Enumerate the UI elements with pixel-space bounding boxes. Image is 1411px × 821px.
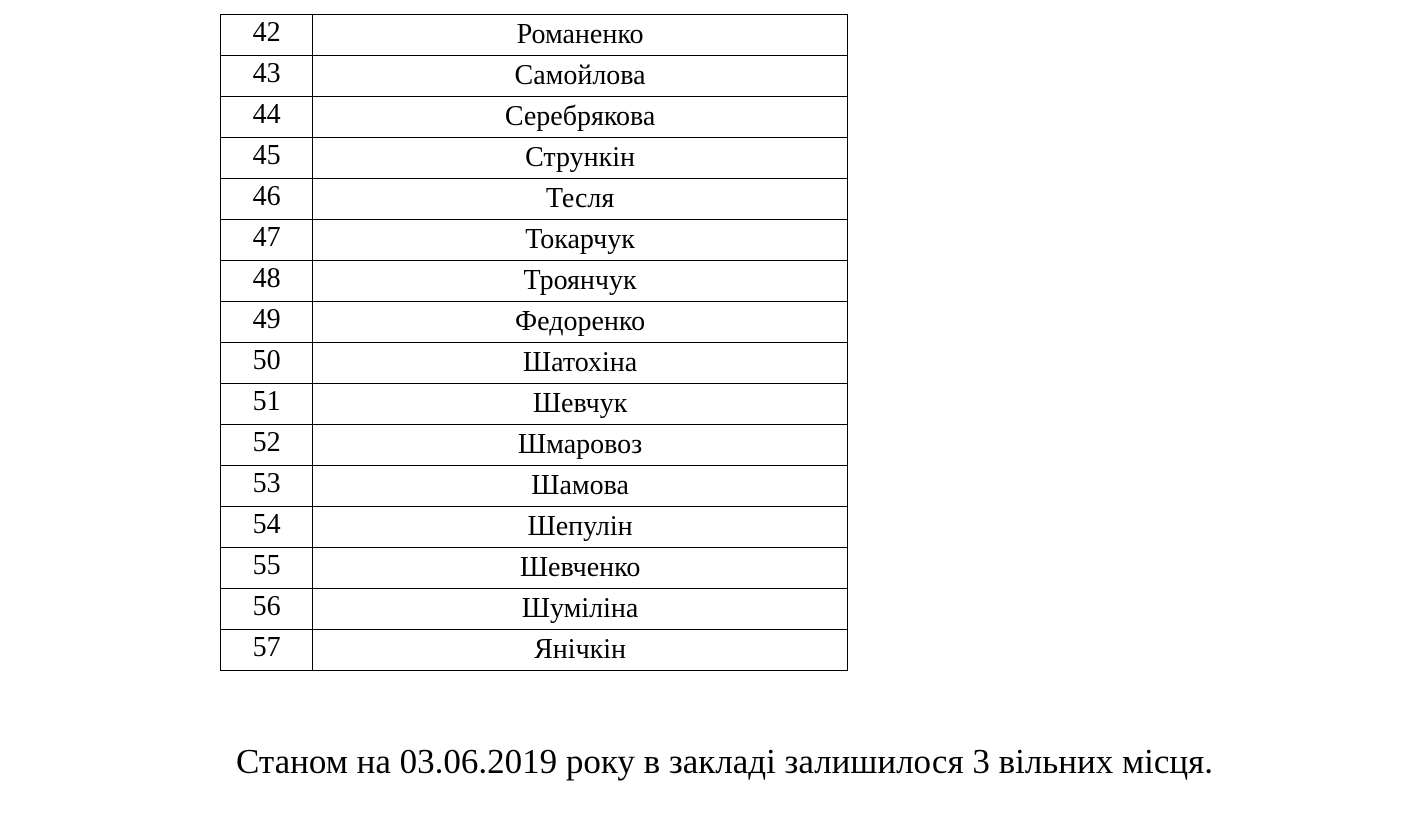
table-row [221, 384, 848, 425]
table-row [221, 302, 848, 343]
row-number: 50 [221, 343, 313, 384]
row-name: Шатохіна [313, 343, 848, 384]
table-row [221, 425, 848, 466]
row-name: Федоренко [313, 302, 848, 343]
row-number: 49 [221, 302, 313, 343]
row-number: 56 [221, 589, 313, 630]
row-number: 47 [221, 220, 313, 261]
row-name: Тесля [313, 179, 848, 220]
availability-note: Станом на 03.06.2019 року в закладі залишилося 3 вільних місця. [236, 742, 1213, 781]
table-row [221, 630, 848, 671]
row-name: Романенко [313, 15, 848, 56]
table-row [221, 56, 848, 97]
row-name: Шамова [313, 466, 848, 507]
row-number: 53 [221, 466, 313, 507]
row-name: Токарчук [313, 220, 848, 261]
row-number: 57 [221, 630, 313, 671]
row-name: Шепулін [313, 507, 848, 548]
row-name: Самойлова [313, 56, 848, 97]
row-name: Шуміліна [313, 589, 848, 630]
table-row [221, 179, 848, 220]
table-row [221, 15, 848, 56]
row-name: Шевченко [313, 548, 848, 589]
names-table [220, 14, 848, 671]
row-number: 42 [221, 15, 313, 56]
row-name: Янічкін [313, 630, 848, 671]
row-name: Троянчук [313, 261, 848, 302]
table-row [221, 466, 848, 507]
table-row [221, 343, 848, 384]
table-row [221, 261, 848, 302]
table-row [221, 507, 848, 548]
row-number: 54 [221, 507, 313, 548]
row-number: 55 [221, 548, 313, 589]
row-name: Серебрякова [313, 97, 848, 138]
row-number: 43 [221, 56, 313, 97]
table-row [221, 138, 848, 179]
row-number: 44 [221, 97, 313, 138]
row-name: Шевчук [313, 384, 848, 425]
table-row [221, 589, 848, 630]
row-name: Стрункін [313, 138, 848, 179]
row-number: 52 [221, 425, 313, 466]
row-number: 46 [221, 179, 313, 220]
row-number: 45 [221, 138, 313, 179]
table-row [221, 220, 848, 261]
row-number: 51 [221, 384, 313, 425]
row-name: Шмаровоз [313, 425, 848, 466]
row-number: 48 [221, 261, 313, 302]
table-row [221, 548, 848, 589]
table-row [221, 97, 848, 138]
